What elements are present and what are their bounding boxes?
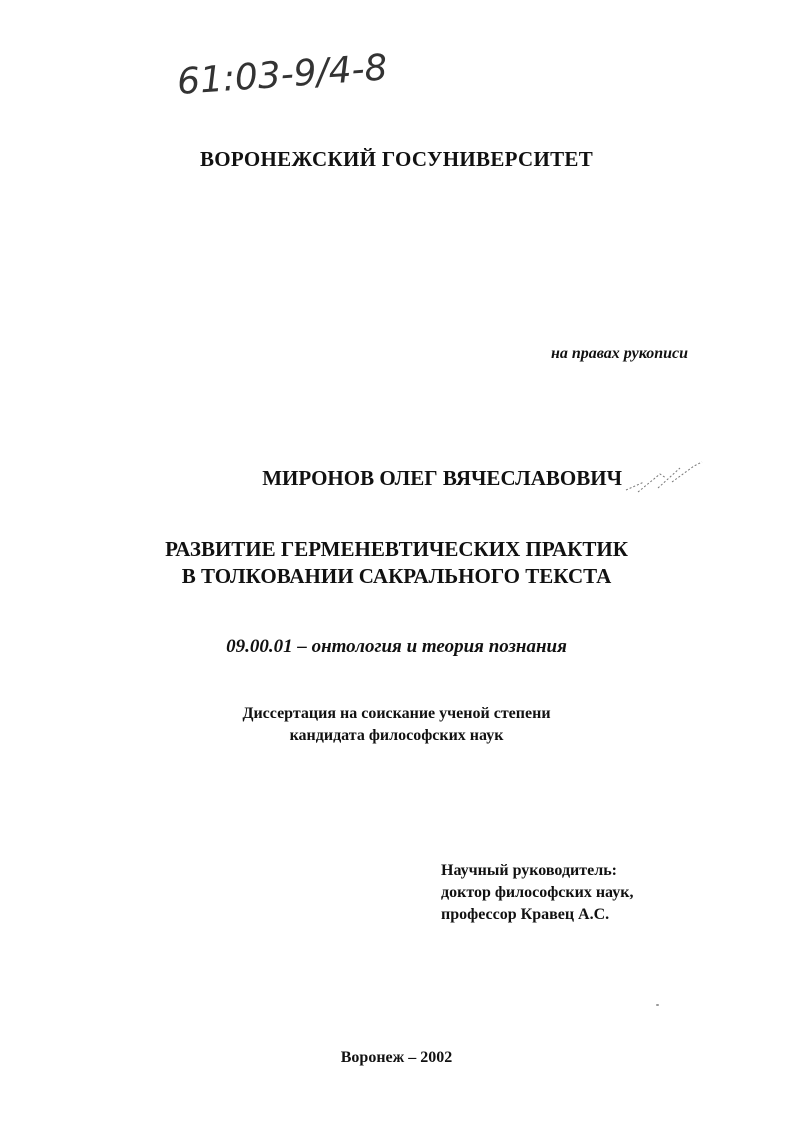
title-line-1: РАЗВИТИЕ ГЕРМЕНЕВТИЧЕСКИХ ПРАКТИК: [165, 537, 628, 561]
archive-number-handwritten: [170, 52, 430, 112]
university-name: ВОРОНЕЖСКИЙ ГОСУНИВЕРСИТЕТ: [199, 147, 594, 171]
specialty-code: 09.00.01 – онтология и теория познания: [226, 636, 567, 657]
advisor-line-2: доктор философских наук,: [441, 884, 634, 901]
degree-line-1: Диссертация на соискание ученой степени: [242, 705, 551, 722]
scientific-advisor: [441, 860, 761, 926]
degree-line-2: кандидата философских наук: [289, 727, 504, 744]
signature-mark: [620, 452, 720, 502]
author-name: МИРОНОВ ОЛЕГ ВЯЧЕСЛАВОВИЧ: [262, 466, 622, 490]
advisor-line-3: профессор Кравец А.С.: [441, 906, 610, 923]
archive-number-text: 61:03-9/4-8: [175, 52, 389, 103]
handwritten-archive-svg: [170, 52, 430, 112]
city-and-year: Воронеж – 2002: [340, 1049, 453, 1066]
manuscript-rights-note: на правах рукописи: [550, 345, 688, 362]
dissertation-title: [0, 536, 793, 590]
advisor-line-1: Научный руководитель:: [441, 862, 617, 879]
signature-svg: [620, 452, 720, 502]
scan-speck: [656, 1004, 659, 1006]
title-line-2: В ТОЛКОВАНИИ САКРАЛЬНОГО ТЕКСТА: [181, 564, 612, 588]
signature-stroke: [626, 462, 702, 492]
degree-statement: [0, 703, 793, 747]
